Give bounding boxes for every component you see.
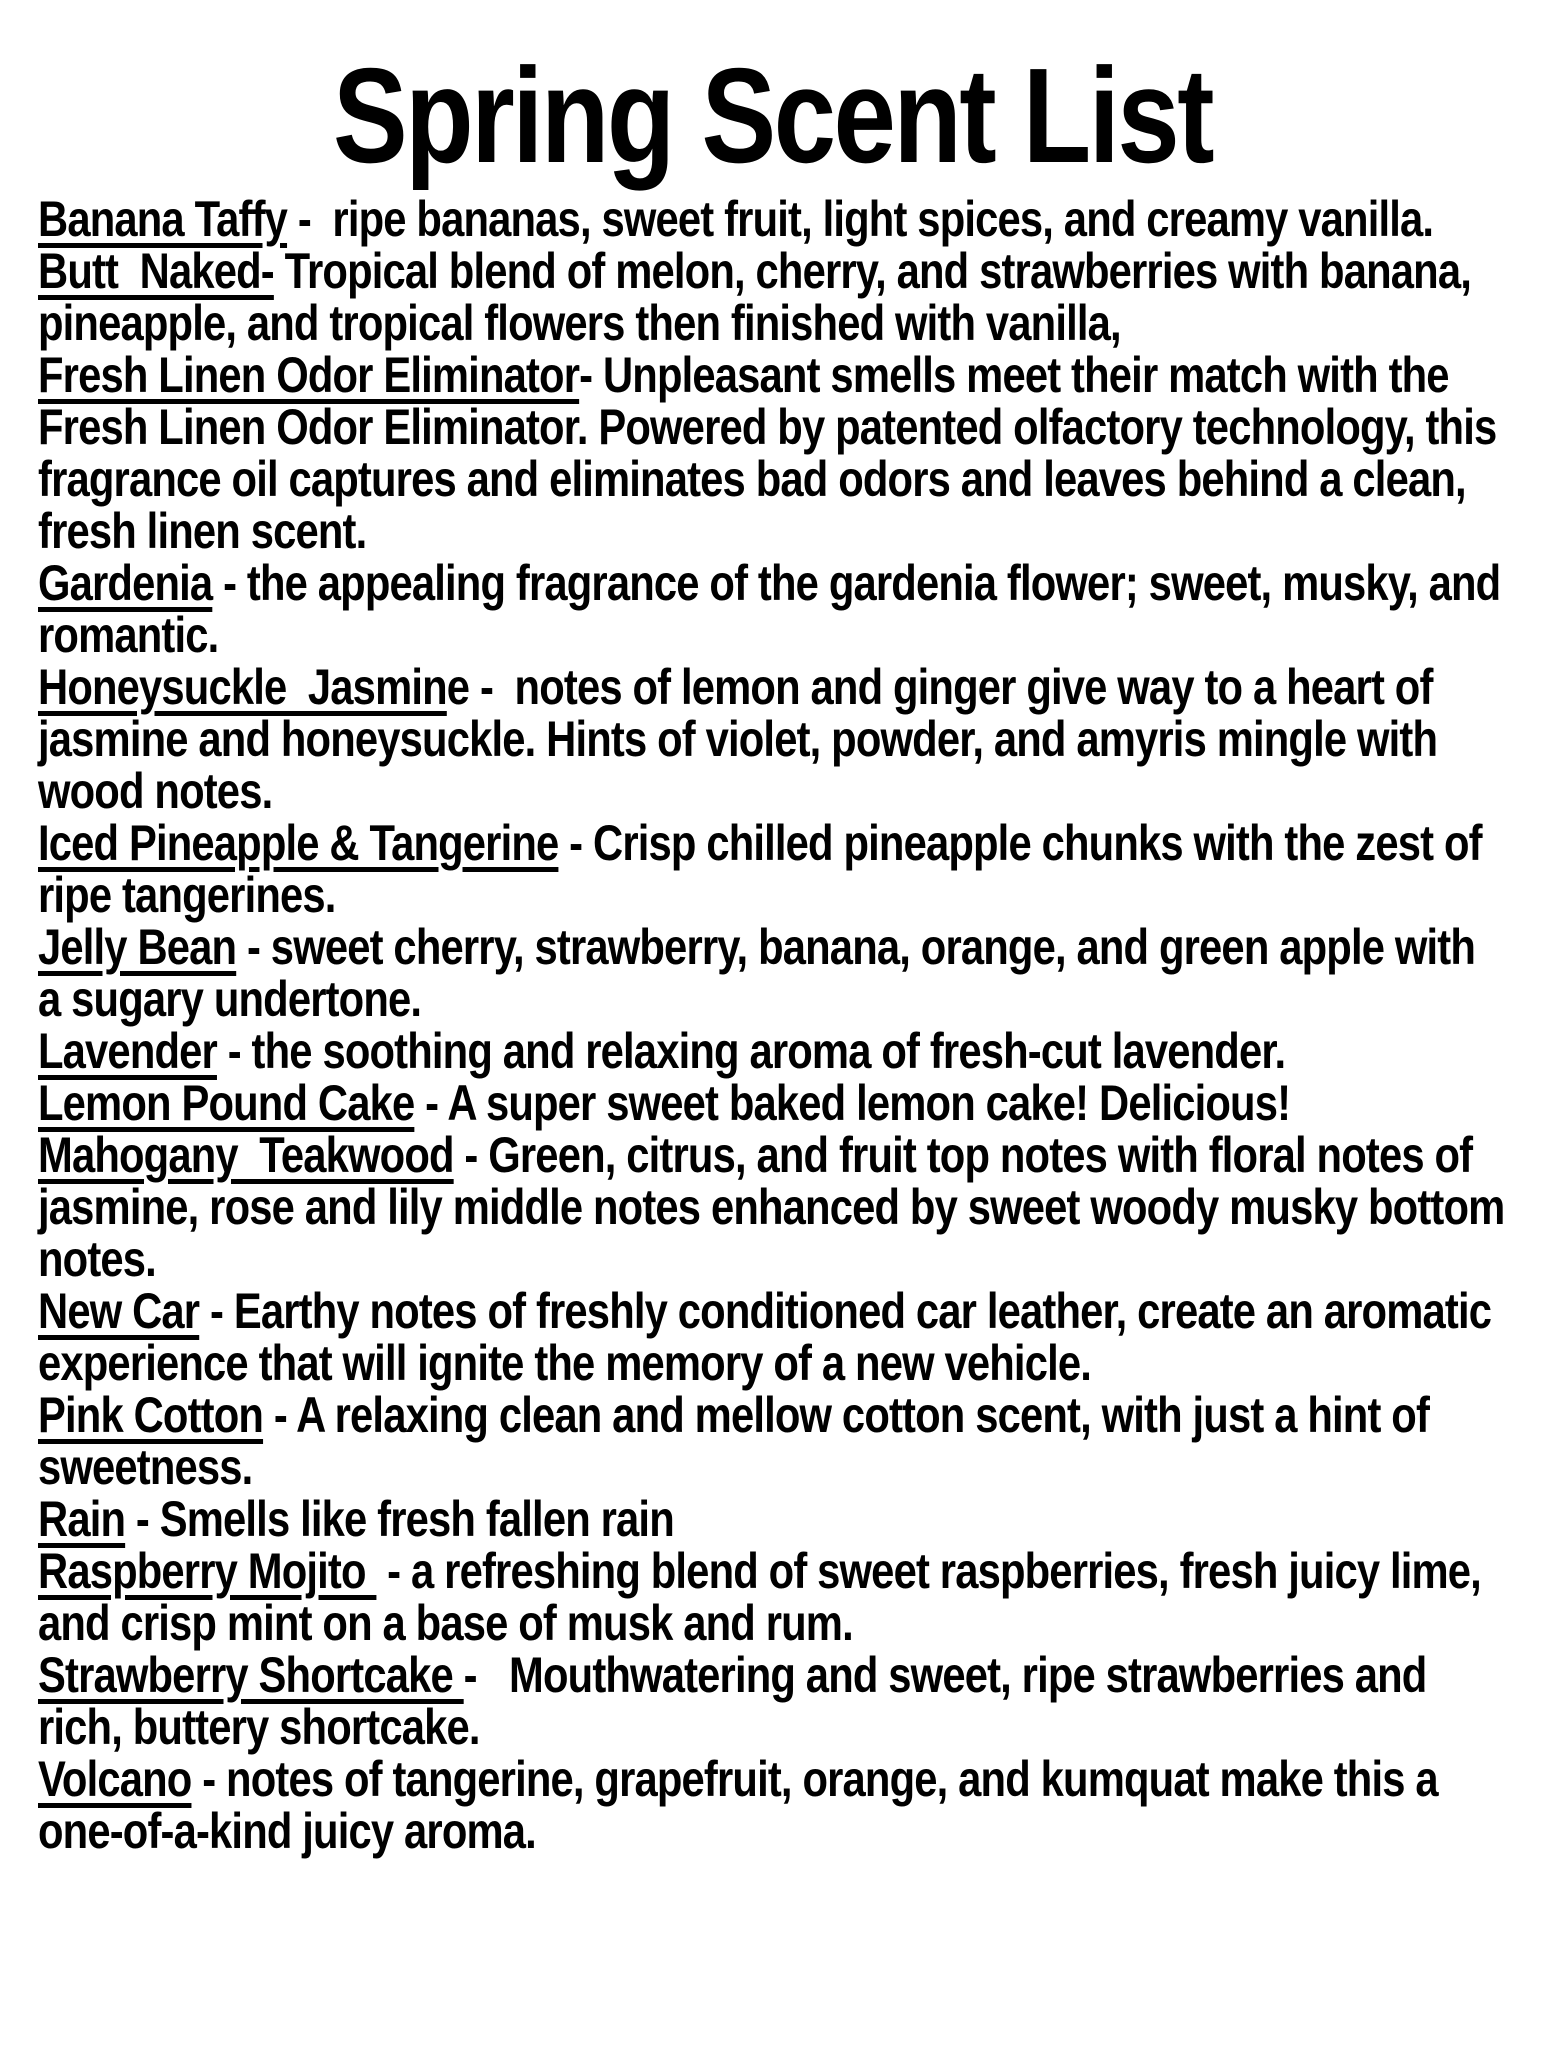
scent-name: Mahogany Teakwood (38, 1127, 454, 1183)
page-title: Spring Scent List (332, 40, 1213, 191)
scent-entry (38, 1389, 1508, 1493)
scent-entry (38, 1545, 1508, 1649)
scent-name: Lavender (38, 1023, 217, 1079)
scent-description: - ripe bananas, sweet fruit, light spices, and creamy vanilla. (287, 191, 1434, 247)
scent-description: e - notes of lemon and ginger give way to a heart of jasmine and honeysuckle. Hints of violet, powder, and amyris mingle with wood notes. (38, 659, 1448, 819)
scent-entry (38, 349, 1508, 557)
scent-description: - Mouthwatering and sweet, ripe strawberries and rich, buttery shortcake. (38, 1647, 1438, 1755)
scent-entry (38, 661, 1508, 817)
scent-name: Raspberry Mojito (38, 1543, 377, 1599)
scent-entry (38, 555, 1512, 663)
scent-description: - Crisp chilled pineapple chunks with the zest of ripe tangerines. (38, 815, 1493, 923)
scent-description: - the appealing fragrance of the gardenia flower; sweet, musky, and romantic. (38, 555, 1512, 663)
scent-description: - A relaxing clean and mellow cotton scent, with just a hint of sweetness. (38, 1387, 1440, 1495)
scent-name: Lemon Pound Cake (38, 1075, 415, 1131)
scent-name: Iced Pineapple & Tangerine (38, 815, 559, 871)
scent-description: - A super sweet baked lemon cake! Delicious! (414, 1075, 1291, 1131)
scent-name: Pink Cotton (38, 1387, 264, 1443)
scent-description: - Unpleasant smells meet their match with the Fresh Linen Odor Eliminator. Powered by patented olfactory technology, this fragrance oil captures and eliminates bad odors and leaves behind a clean, fresh linen scent. (38, 347, 1508, 559)
scent-entry (38, 1025, 1508, 1077)
scent-name: Jelly Bean (38, 919, 237, 975)
scent-description: - Earthy notes of freshly conditioned car leather, create an aromatic experience that will ignite the memory of a new vehicle. (38, 1283, 1502, 1391)
scent-description: - notes of tangerine, grapefruit, orange, and kumquat make this a one-of-a-kind juicy aroma. (38, 1751, 1449, 1859)
scent-entry (38, 817, 1508, 921)
document-page (0, 40, 1545, 2048)
scent-name: Banana Taffy (38, 191, 288, 247)
scent-description: - a refreshing blend of sweet raspberries, fresh juicy lime, and crisp mint on a base of musk and rum. (38, 1543, 1492, 1651)
scent-entry (38, 193, 1508, 245)
scent-name: Butt Naked- (38, 243, 274, 299)
scent-name: Gardenia (38, 555, 213, 611)
scent-description: - Smells like fresh fallen rain (125, 1491, 674, 1547)
scent-entry (38, 1649, 1508, 1753)
scent-entry (38, 1285, 1508, 1389)
scent-entry (38, 245, 1508, 349)
scent-description: - Green, citrus, and fruit top notes with floral notes of jasmine, rose and lily middle notes enhanced by sweet woody musky bottom notes. (38, 1127, 1516, 1287)
scent-entry (38, 1753, 1508, 1857)
scent-description: - sweet cherry, strawberry, banana, orange, and green apple with a sugary undertone. (38, 919, 1486, 1027)
scent-name: Volcano (38, 1751, 192, 1807)
scent-name: New Car (38, 1283, 200, 1339)
scent-name: Honeysuckle Jasmin (38, 659, 447, 715)
scent-list (38, 191, 1516, 1859)
scent-entry (38, 921, 1508, 1025)
scent-entry (38, 1493, 1508, 1545)
scent-description: Tropical blend of melon, cherry, and strawberries with banana, pineapple, and tropical flowers then finished with vanilla, (38, 243, 1482, 351)
scent-name: Fresh Linen Odor Eliminator (38, 347, 580, 403)
scent-name: Strawberry Shortcake (38, 1647, 464, 1703)
scent-entry (38, 1127, 1516, 1287)
scent-entry (38, 1077, 1508, 1129)
scent-description: - the soothing and relaxing aroma of fresh-cut lavender. (216, 1023, 1286, 1079)
scent-name: Rain (38, 1491, 126, 1547)
